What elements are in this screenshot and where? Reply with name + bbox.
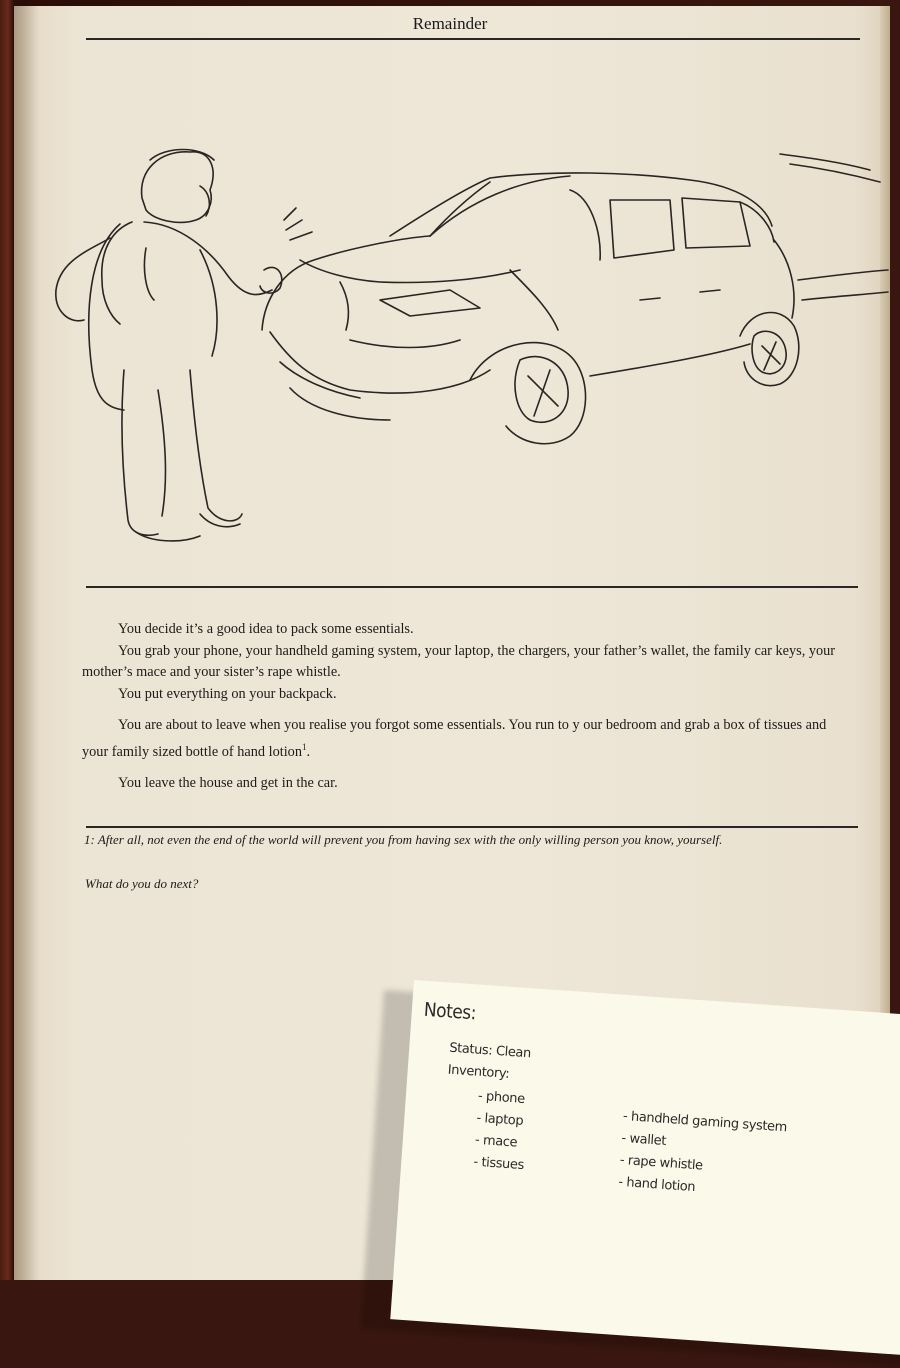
person-sketch: [56, 150, 312, 541]
footnote-rule: [86, 826, 858, 828]
inventory-item: - mace: [474, 1132, 518, 1151]
story-text: [82, 619, 856, 794]
next-action-prompt: What do you do next?: [85, 876, 199, 891]
inventory-item: - handheld gaming system: [622, 1108, 788, 1136]
car-sketch: [262, 154, 888, 444]
illustration-bottom-rule: [86, 586, 858, 588]
story-paragraph-text: You are about to leave when you realise you forgot some essentials. You run to y our bedroom and grab a box of tissues and your family sized bottle of hand lotion: [82, 717, 827, 760]
notes-card: [390, 980, 900, 1357]
inventory-item: - wallet: [620, 1130, 667, 1149]
footnote-marker-period: .: [306, 743, 311, 760]
footnote-text: 1: After all, not even the end of the world will prevent you from having sex with the only willing person you know, yourself.: [84, 832, 723, 847]
story-paragraph: You leave the house and get in the car.: [118, 774, 338, 791]
notes-title: Notes:: [423, 998, 477, 1025]
inventory-item: - tissues: [472, 1154, 525, 1174]
inventory-item: - phone: [477, 1088, 526, 1107]
status-line: Status: Clean: [448, 1040, 532, 1062]
inventory-item: - laptop: [475, 1110, 524, 1129]
footnote-marker: 1: [301, 741, 307, 752]
header-rule: [86, 38, 860, 40]
sketch-illustration: [50, 140, 890, 560]
page-binding-shadow: [14, 6, 40, 1280]
page-title: Remainder: [412, 14, 488, 33]
story-paragraph: You decide it’s a good idea to pack some essentials.: [118, 621, 414, 637]
story-paragraph: [82, 715, 856, 763]
inventory-label: Inventory:: [447, 1062, 510, 1082]
inventory-item: - hand lotion: [617, 1174, 696, 1196]
story-paragraph: You grab your phone, your handheld gaming system, your laptop, the chargers, your father’s wallet, the family car keys, your mother’s mace and your sister’s rape whistle.: [82, 642, 836, 680]
story-paragraph: You put everything on your backpack.: [118, 685, 337, 702]
inventory-item: - rape whistle: [619, 1152, 704, 1174]
